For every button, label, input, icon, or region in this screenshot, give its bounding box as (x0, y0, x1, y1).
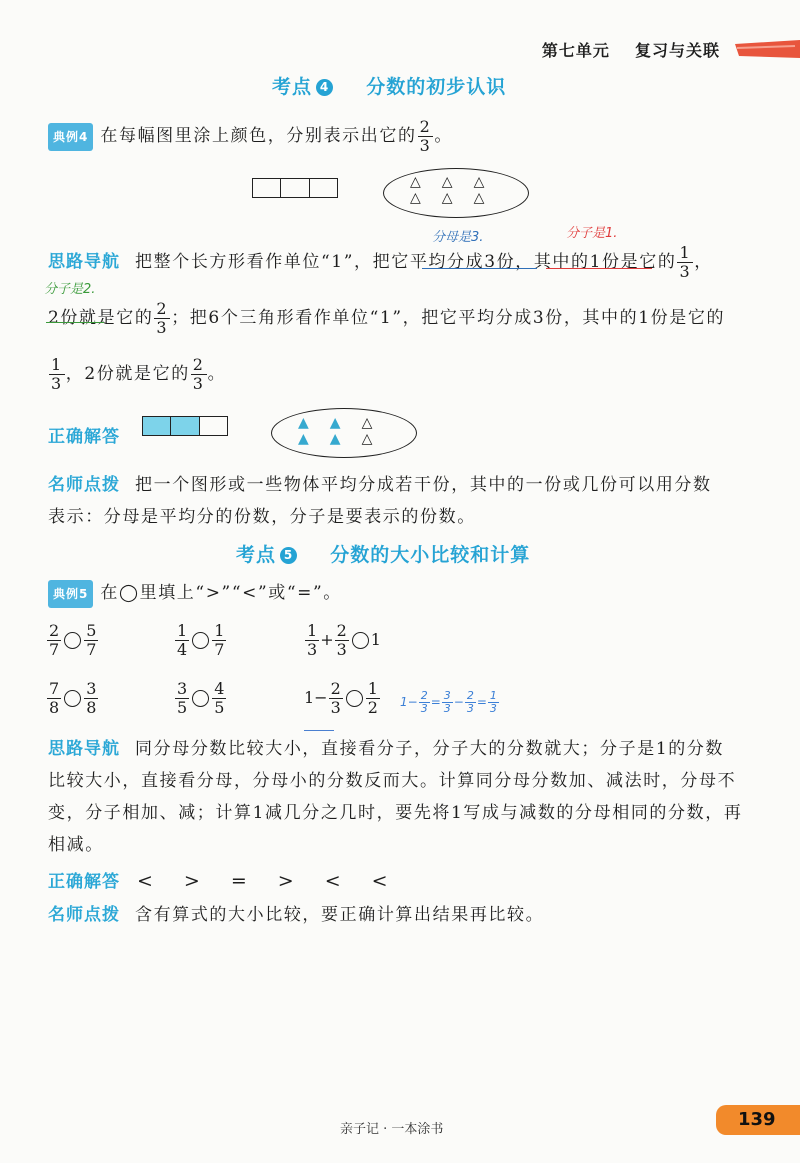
blank-circle (192, 632, 209, 649)
guide4-fraction-2: $\frac{2}{3}$ (156, 299, 169, 337)
guide5-line2: 比较大小，直接看分母，分母小的分数反而大。计算同分母分数加、减法时，分母不 (48, 771, 737, 791)
triangle-icon: △ (441, 190, 474, 206)
note-numerator-1: 分子是1. (566, 226, 618, 241)
problem-3: $\frac{1}{3}$ + $\frac{2}{3}$ 1 (307, 621, 381, 659)
topic5-number: 5 (280, 547, 297, 564)
page-number: 139 (716, 1105, 800, 1135)
tip4-line2: 表示：分母是平均分的份数，分子是要表示的份数。 (48, 507, 476, 527)
note-denominator: 分母是3. (432, 230, 484, 245)
footer-text: 亲子记 · 一本涂书 (340, 1122, 444, 1137)
topic4-title: 分数的初步认识 (366, 76, 507, 98)
triangle-icon: △ (441, 174, 474, 190)
topic4-label: 考点 (272, 76, 313, 98)
problem-4: $\frac{7}{8}$ $\frac{3}{8}$ (49, 679, 97, 717)
filled-triangle-icon: ▲ (298, 415, 330, 431)
example4-text: 在每幅图里涂上颜色，分别表示出它的 (100, 126, 417, 146)
problem-1: $\frac{2}{7}$ $\frac{5}{7}$ (49, 621, 97, 659)
answer5-label: 正确解答 (48, 872, 120, 892)
topic5-title: 分数的大小比较和计算 (330, 544, 531, 566)
header-decoration (735, 38, 800, 60)
example4-badge: 典例4 (48, 123, 93, 151)
answer-triangles-group (298, 415, 393, 447)
example5-question: 典例5 在◯里填上“>”“<”或“=”。 (48, 580, 342, 608)
triangle-icon: △ (410, 190, 442, 206)
filled-triangle-icon: ▲ (329, 415, 362, 431)
handwritten-calculation: 1− $\frac{2}{3}$ = $\frac{3}{3}$ − $\frac{2}{3}$ = $\frac{1}{3}$ (400, 689, 497, 715)
example4-fraction: $\frac{2}{3}$ (419, 117, 432, 155)
blank-circle (352, 632, 369, 649)
tip4-line1: 名师点拨 把一个图形或一些物体平均分成若干份，其中的一份或几份可以用分数 (48, 475, 712, 495)
guide4-fraction-1: $\frac{1}{3}$ (679, 243, 692, 281)
triangle-icon: △ (410, 174, 442, 190)
blank-circle (64, 690, 81, 707)
rectangle-figure (252, 178, 338, 198)
problem-5: $\frac{3}{5}$ $\frac{4}{5}$ (177, 679, 225, 717)
guide5-line4: 相减。 (48, 835, 104, 855)
blank-circle (192, 690, 209, 707)
triangle-icon: △ (361, 415, 394, 431)
answer5-symbols: < > = > < < (137, 870, 394, 892)
filled-triangle-icon: ▲ (329, 431, 362, 447)
problem-2: $\frac{1}{4}$ $\frac{1}{7}$ (177, 621, 225, 659)
section-label: 复习与关联 (634, 41, 720, 60)
example5-badge: 典例5 (48, 580, 93, 608)
guide4-line1: 思路导航 把整个长方形看作单位“1”，把它平均分成3份，其中的1份是它的 $\frac{1}{3}$ ， (48, 243, 713, 281)
problem-6: 1− $\frac{2}{3}$ $\frac{1}{2}$ (304, 679, 378, 717)
triangle-icon: △ (361, 431, 394, 447)
answer-rectangle-figure (142, 416, 228, 436)
page-header (542, 38, 720, 61)
underline-red (546, 268, 652, 269)
guide4-label: 思路导航 (48, 252, 120, 272)
blank-circle (346, 690, 363, 707)
blank-circle (64, 632, 81, 649)
triangle-icon: △ (473, 174, 506, 190)
guide4-line2: 2份就是它的 $\frac{2}{3}$ ；把6个三角形看作单位“1”，把它平均分成3份，其中的1份是它的 (48, 299, 726, 337)
example4-question: 典例4 在每幅图里涂上颜色，分别表示出它的 $\frac{2}{3}$ 。 (48, 118, 453, 155)
guide4-fraction-3: $\frac{1}{3}$ (51, 355, 63, 393)
guide4-line3: $\frac{1}{3}$ ，2份就是它的 $\frac{2}{3}$ 。 (51, 355, 227, 393)
tip4-label: 名师点拨 (48, 475, 120, 495)
topic4-heading (272, 72, 506, 99)
underline-green (46, 322, 104, 323)
unit-label: 第七单元 (541, 41, 610, 60)
answer5-line (48, 868, 394, 895)
filled-triangle-icon: ▲ (298, 431, 330, 447)
topic4-number: 4 (316, 79, 333, 96)
underline-problem-6 (304, 730, 334, 731)
triangle-icon: △ (473, 190, 506, 206)
note-numerator-2: 分子是2. (44, 282, 96, 297)
topic5-heading (236, 540, 530, 567)
triangles-group (410, 174, 505, 206)
underline-blue (422, 268, 537, 269)
guide5-line1: 思路导航 同分母分数比较大小，直接看分子，分子大的分数就大；分子是1的分数 (48, 739, 725, 759)
tip5-line: 名师点拨 含有算式的大小比较，要正确计算出结果再比较。 (48, 905, 545, 925)
answer4-label: 正确解答 (48, 427, 120, 447)
tip5-label: 名师点拨 (48, 905, 120, 925)
guide5-line3: 变，分子相加、减；计算1减几分之几时，要先将1写成与减数的分母相同的分数，再 (48, 803, 743, 823)
guide5-label: 思路导航 (48, 739, 120, 759)
topic5-label: 考点 (236, 544, 277, 566)
guide4-fraction-4: $\frac{2}{3}$ (192, 355, 205, 393)
